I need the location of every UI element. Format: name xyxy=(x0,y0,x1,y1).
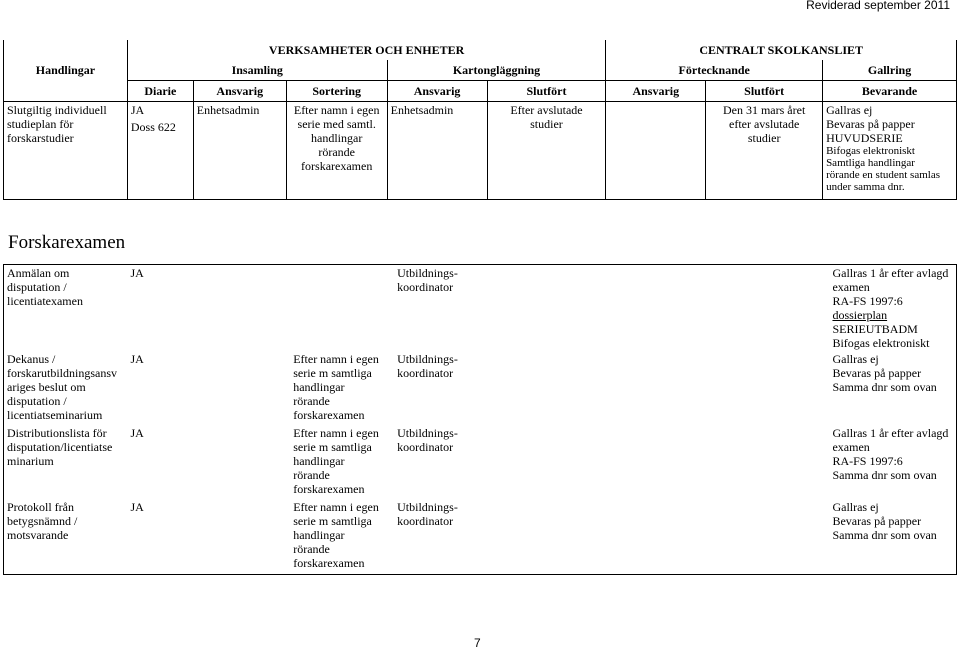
header-forteckn: Förtecknande xyxy=(606,60,823,81)
forskarexamen-table xyxy=(3,264,957,575)
header-handlingar: Handlingar xyxy=(4,60,128,81)
slutfort-cell-1: Efter avslutade studier xyxy=(487,102,606,200)
handling-cell: Slutgiltig individuell studieplan för forskarstudier xyxy=(4,102,128,200)
page-number: 7 xyxy=(474,636,481,650)
bevarande-cell: Gallras ej Bevaras på papper Samma dnr som ovan xyxy=(832,500,937,542)
bevarande-cell: Gallras ej Bevaras på papper HUVUDSERIE Bifogas elektroniskt Samtliga handlingar rörande en student samlas under samma dnr. xyxy=(823,102,957,200)
ansvarig-cell: Utbildnings- koordinator xyxy=(397,500,458,528)
ansvarig-cell-2: Enhetsadmin xyxy=(387,102,487,200)
header-gallring: Gallring xyxy=(823,60,957,81)
handling-cell: Distributionslista för disputation/licentiatse minarium xyxy=(7,426,113,468)
handling-cell: Dekanus / forskarutbildningsansv ariges beslut om disputation / licentiatseminarium xyxy=(7,352,117,422)
header-table xyxy=(3,40,957,200)
ansvarig-cell-3 xyxy=(606,102,706,200)
header-insamling: Insamling xyxy=(127,60,387,81)
ansvarig-cell: Utbildnings- koordinator xyxy=(397,266,458,294)
ansvarig-cell-1: Enhetsadmin xyxy=(193,102,286,200)
diarie-cell: JA xyxy=(130,500,144,514)
slutfort-cell-2: Den 31 mars året efter avslutade studier xyxy=(706,102,823,200)
table-row xyxy=(4,265,957,352)
ansvarig-cell: Utbildnings- koordinator xyxy=(397,352,458,380)
header-verksamheter: VERKSAMHETER OCH ENHETER xyxy=(268,42,465,57)
bevarande-cell: Gallras 1 år efter avlagd examen RA-FS 1997:6 dossierplan SERIEUTBADM Bifogas elektroniskt xyxy=(832,266,949,350)
header-bevarande: Bevarande xyxy=(823,81,957,102)
header-slutfort-1: Slutfört xyxy=(487,81,606,102)
header-diarie: Diarie xyxy=(127,81,193,102)
sortering-cell: Efter namn i egen serie m samtliga handlingar rörande forskarexamen xyxy=(293,352,379,422)
sortering-cell: Efter namn i egen serie m samtliga handlingar rörande forskarexamen xyxy=(293,426,379,496)
section-title: Forskarexamen xyxy=(8,232,126,253)
bevarande-cell: Gallras ej Bevaras på papper Samma dnr som ovan xyxy=(832,352,937,394)
table-row xyxy=(4,425,957,499)
sortering-cell xyxy=(293,265,394,352)
table-row xyxy=(4,351,957,425)
diarie-cell: JA xyxy=(130,426,144,440)
sortering-cell: Efter namn i egen serie med samtl. handlingar rörande forskarexamen xyxy=(286,102,387,200)
handling-cell: Anmälan om disputation / licentiatexamen xyxy=(7,266,83,308)
header-slutfort-2: Slutfört xyxy=(706,81,823,102)
diarie-cell: JA xyxy=(130,352,144,366)
bevarande-cell: Gallras 1 år efter avlagd examen RA-FS 1997:6 Samma dnr som ovan xyxy=(832,426,949,482)
header-ansvarig-2: Ansvarig xyxy=(387,81,487,102)
table-row xyxy=(4,499,957,574)
header-sortering: Sortering xyxy=(286,81,387,102)
header-ansvarig-1: Ansvarig xyxy=(193,81,286,102)
diarie-cell: JA Doss 622 xyxy=(127,102,193,200)
sortering-cell: Efter namn i egen serie m samtliga handlingar rörande forskarexamen xyxy=(293,500,379,570)
ansvarig-cell: Utbildnings- koordinator xyxy=(397,426,458,454)
header-ansvarig-3: Ansvarig xyxy=(606,81,706,102)
diarie-cell: JA xyxy=(130,266,144,280)
header-centralt: CENTRALT SKOLKANSLIET xyxy=(606,40,957,60)
header-kartonglaggning: Kartongläggning xyxy=(387,60,606,81)
handling-cell: Protokoll från betygsnämnd / motsvarande xyxy=(7,500,78,542)
revision-note: Reviderad september 2011 xyxy=(806,0,950,12)
